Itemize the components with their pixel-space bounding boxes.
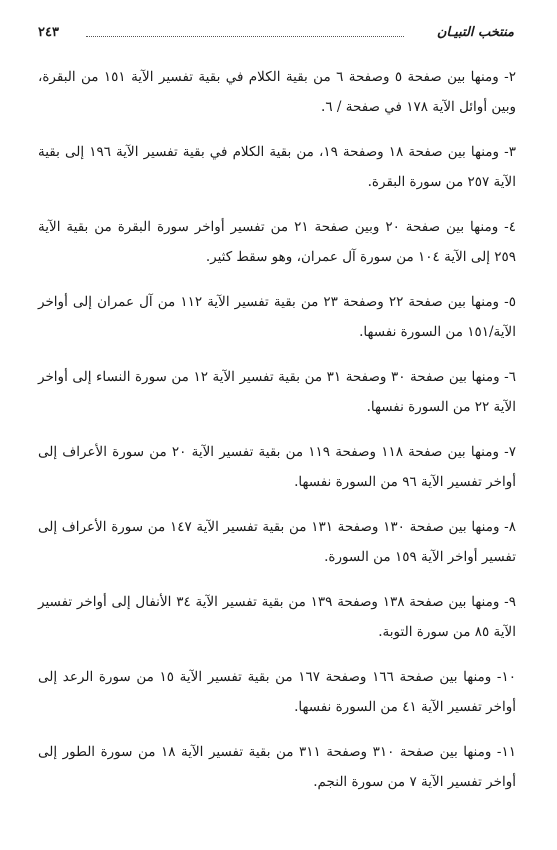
list-item: ١٠- ومنها بين صفحة ١٦٦ وصفحة ١٦٧ من بقية تفسير الآية ١٥ من سورة الرعد إلى أواخر تفسير الآية ٤١ من السورة نفسها. bbox=[38, 669, 516, 715]
header-leader-dots bbox=[86, 36, 404, 37]
list-item: ٥- ومنها بين صفحة ٢٢ وصفحة ٢٣ من بقية تفسير الآية ١١٢ من آل عمران إلى أواخر الآية/١٥١ من السورة نفسها. bbox=[38, 294, 516, 340]
list-item: ٦- ومنها بين صفحة ٣٠ وصفحة ٣١ من بقية تفسير الآية ١٢ من سورة النساء إلى أواخر الآية ٢٢ من السورة نفسها. bbox=[38, 369, 516, 415]
document-page bbox=[38, 22, 516, 812]
page-number: ٢٤٣ bbox=[38, 25, 59, 40]
running-header bbox=[38, 22, 516, 44]
book-title: منتخب التبيـان bbox=[436, 25, 514, 40]
list-item: ١١- ومنها بين صفحة ٣١٠ وصفحة ٣١١ من بقية تفسير الآية ١٨ من سورة الطور إلى أواخر تفسير الآية ٧ من سورة النجم. bbox=[38, 744, 516, 790]
list-item: ٩- ومنها بين صفحة ١٣٨ وصفحة ١٣٩ من بقية تفسير الآية ٣٤ الأنفال إلى أواخر تفسير الآية ٨٥ من سورة التوبة. bbox=[38, 594, 516, 640]
list-item: ٤- ومنها بين صفحة ٢٠ وبين صفحة ٢١ من تفسير أواخر سورة البقرة من بقية الآية ٢٥٩ إلى الآية ١٠٤ من سورة آل عمران، وهو سقط كثير. bbox=[38, 219, 516, 265]
list-item: ٧- ومنها بين صفحة ١١٨ وصفحة ١١٩ من بقية تفسير الآية ٢٠ من سورة الأعراف إلى أواخر تفسير الآية ٩٦ من السورة نفسها. bbox=[38, 444, 516, 490]
entries-list bbox=[38, 62, 516, 797]
list-item: ٨- ومنها بين صفحة ١٣٠ وصفحة ١٣١ من بقية تفسير الآية ١٤٧ من سورة الأعراف إلى تفسير أواخر الآية ١٥٩ من السورة. bbox=[38, 519, 516, 565]
list-item: ٣- ومنها بين صفحة ١٨ وصفحة ١٩، من بقية الكلام في بقية تفسير الآية ١٩٦ إلى بقية الآية ٢٥٧ من سورة البقرة. bbox=[38, 144, 516, 190]
list-item: ٢- ومنها بين صفحة ٥ وصفحة ٦ من بقية الكلام في بقية تفسير الآية ١٥١ من البقرة، وبين أوائل الآية ١٧٨ في صفحة / ٦. bbox=[38, 69, 516, 115]
